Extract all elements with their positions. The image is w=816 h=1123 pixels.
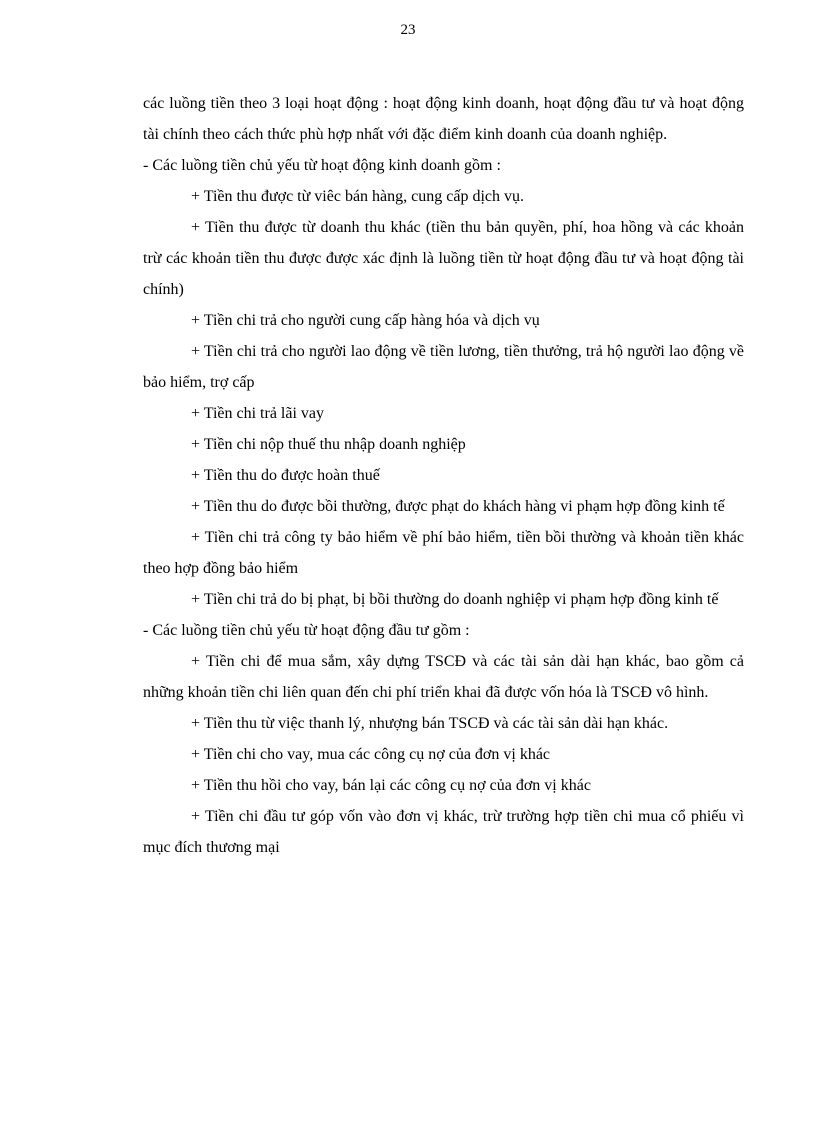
list-item: + Tiền chi trả công ty bảo hiểm về phí bảo hiểm, tiền bồi thường và khoản tiền khác theo hợp đồng bảo hiểm xyxy=(143,529,744,577)
list-item: + Tiền thu được từ viêc bán hàng, cung cấp dịch vụ. xyxy=(191,188,524,205)
list-item: + Tiền chi nộp thuế thu nhập doanh nghiệp xyxy=(191,436,466,453)
list-item: + Tiền thu do được bồi thường, được phạt do khách hàng vi phạm hợp đồng kinh tế xyxy=(191,498,725,515)
document-body xyxy=(143,88,744,863)
paragraph-intro: các luồng tiền theo 3 loại hoạt động : hoạt động kinh doanh, hoạt động đầu tư và hoạt động tài chính theo cách thức phù hợp nhất với đặc điểm kinh doanh của doanh nghiệp. xyxy=(143,95,744,143)
list-item: + Tiền chi trả cho người cung cấp hàng hóa và dịch vụ xyxy=(191,312,540,329)
list-item: + Tiền chi trả lãi vay xyxy=(191,405,325,422)
list-item: + Tiền chi trả do bị phạt, bị bồi thường do doanh nghiệp vi phạm hợp đồng kinh tế xyxy=(191,591,719,608)
list-item: + Tiền thu được từ doanh thu khác (tiền thu bản quyền, phí, hoa hồng và các khoản trừ các khoản tiền thu được được xác định là luồng tiền từ hoạt động đầu tư và hoạt động tài chính) xyxy=(143,219,744,298)
list-item: + Tiền thu do được hoàn thuế xyxy=(191,467,380,484)
page-number: 23 xyxy=(400,22,416,38)
list-item: + Tiền chi đầu tư góp vốn vào đơn vị khác, trừ trường hợp tiền chi mua cổ phiếu vì mục đích thương mại xyxy=(143,808,744,856)
list-item: + Tiền thu hồi cho vay, bán lại các công cụ nợ của đơn vị khác xyxy=(191,777,591,794)
list-item: + Tiền chi cho vay, mua các công cụ nợ của đơn vị khác xyxy=(191,746,551,763)
list-item: + Tiền chi trả cho người lao động về tiền lương, tiền thưởng, trả hộ người lao động về bảo hiểm, trợ cấp xyxy=(143,343,744,391)
list-item: + Tiền thu từ việc thanh lý, nhượng bán TSCĐ và các tài sản dài hạn khác. xyxy=(191,715,669,732)
heading-operating-cash-flows: - Các luồng tiền chủ yếu từ hoạt động kinh doanh gồm : xyxy=(143,157,501,174)
heading-investing-cash-flows: - Các luồng tiền chủ yếu từ hoạt động đầu tư gồm : xyxy=(143,622,470,639)
list-item: + Tiền chi để mua sắm, xây dựng TSCĐ và các tài sản dài hạn khác, bao gồm cả những khoản tiền chi liên quan đến chi phí triển khai đã được vốn hóa là TSCĐ vô hình. xyxy=(143,653,744,701)
